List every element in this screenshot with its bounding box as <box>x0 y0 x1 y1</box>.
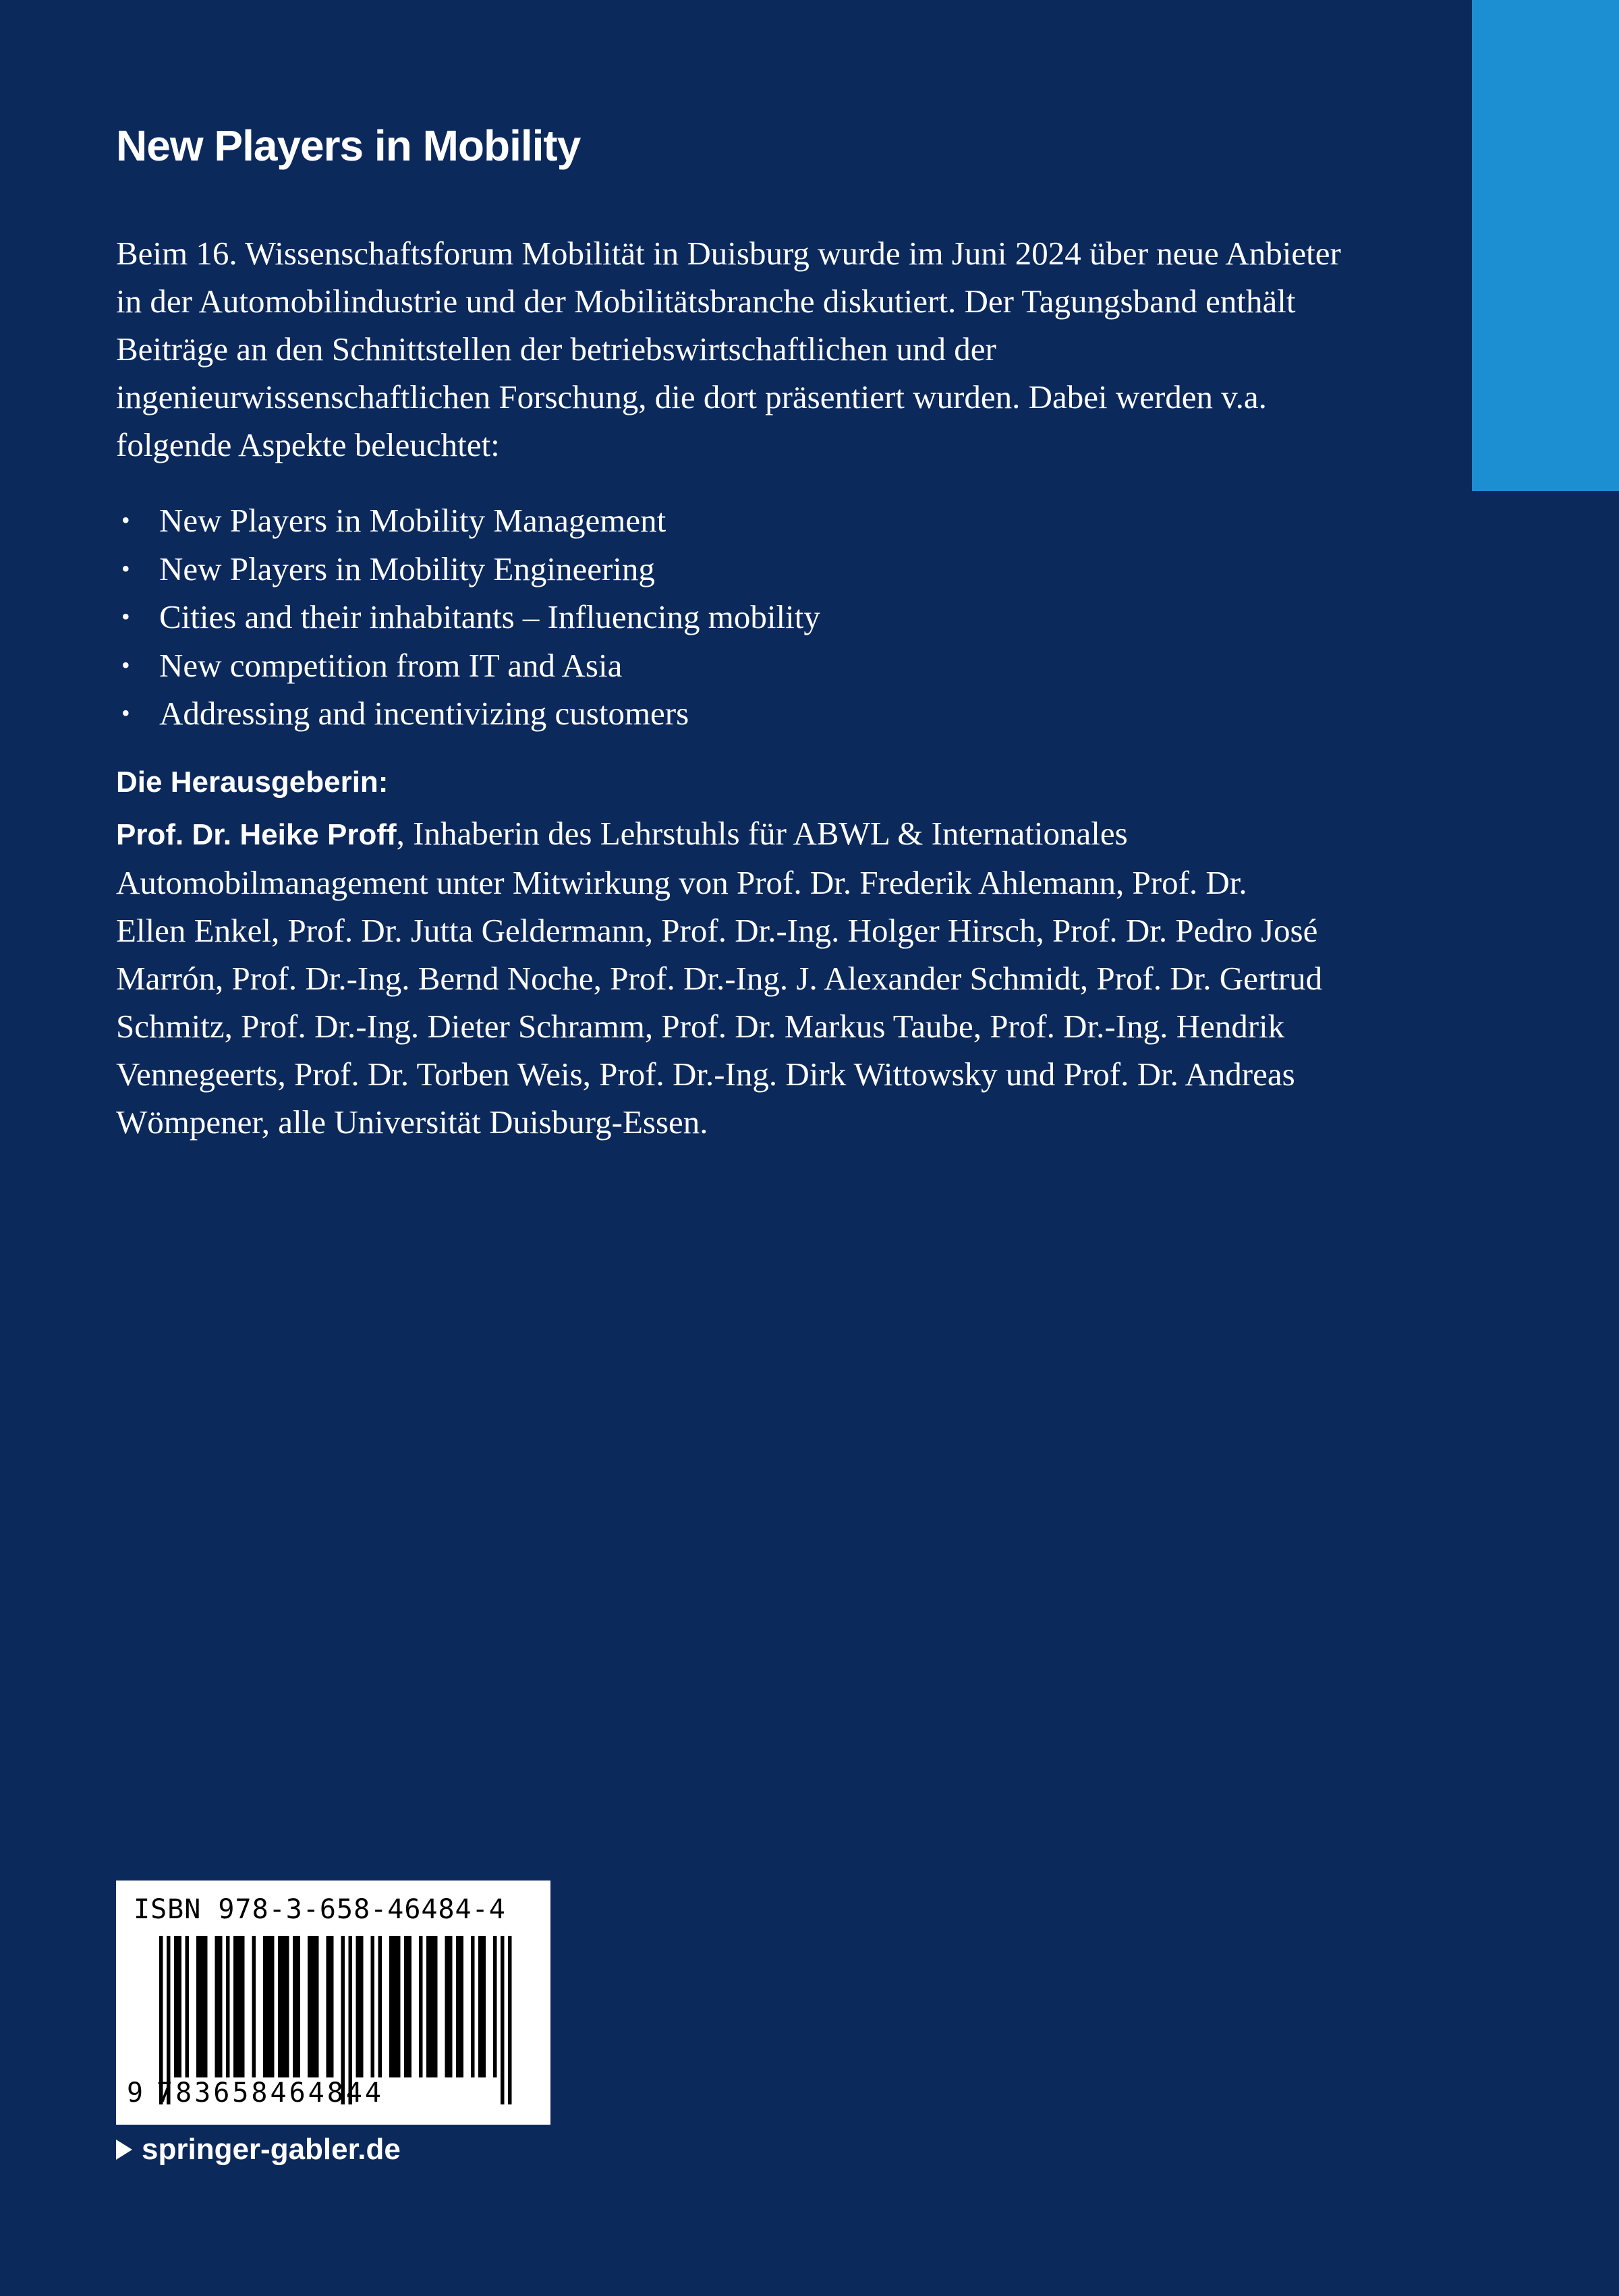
barcode-bar <box>404 1936 411 2077</box>
bullet-icon: • <box>121 554 130 582</box>
barcode-bar <box>356 1936 364 2077</box>
barcode-bar <box>471 1936 475 2077</box>
publisher-url: springer-gabler.de <box>142 2133 401 2166</box>
list-item: • Addressing and incentivizing customers <box>116 689 820 738</box>
barcode-bar <box>278 1936 289 2077</box>
barcode-bar <box>493 1936 497 2077</box>
barcode-bar <box>226 1936 230 2077</box>
book-title: New Players in Mobility <box>116 121 581 170</box>
barcode-bar <box>389 1936 401 2077</box>
list-item: • Cities and their inhabitants – Influencing mobility <box>116 593 820 641</box>
publisher-link[interactable] <box>116 2133 401 2166</box>
editor-heading: Die Herausgeberin: <box>116 766 389 799</box>
barcode-bar <box>174 1936 181 2077</box>
arrow-right-icon <box>116 2140 132 2160</box>
barcode-bar <box>445 1936 453 2077</box>
editor-name: Prof. Dr. Heike Proff <box>116 818 397 851</box>
editor-description: , Inhaberin des Lehrstuhls für ABWL & Internationales Automobilmanagement unter Mitwirkung von Prof. Dr. Frederik Ahlemann, Prof. Dr. Ellen Enkel, Prof. Dr. Jutta Geldermann, Prof. Dr.-Ing. Holger Hirsch, Prof. Dr. Pedro José Marrón, Prof. Dr.-Ing. Bernd Noche, Prof. Dr.-Ing. J. Alexander Schmidt, Prof. Dr. Gertrud Schmitz, Prof. Dr.-Ing. Dieter Schramm, Prof. Dr. Markus Taube, Prof. Dr.-Ing. Hendrik Vennegeerts, Prof. Dr. Torben Weis, Prof. Dr.-Ing. Dirk Wittowsky und Prof. Dr. Andreas Wömpener, alle Universität Duisburg-Essen. <box>116 815 1323 1141</box>
barcode-bar <box>419 1936 423 2077</box>
barcode-bar <box>326 1936 334 2077</box>
barcode-bar <box>233 1936 245 2077</box>
bullet-icon: • <box>121 699 130 726</box>
list-item: • New competition from IT and Asia <box>116 641 820 690</box>
barcode-first-digit: 9 <box>127 2077 144 2108</box>
bullet-icon: • <box>121 651 130 679</box>
aspects-list <box>116 496 820 738</box>
intro-paragraph: Beim 16. Wissenschaftsforum Mobilität in Duisburg wurde im Juni 2024 über neue Anbieter in der Automobilindustrie und der Mobilitätsbranche diskutiert. Der Tagungsband enthält Beiträge an den Schnittstellen der betriebswirtschaftlichen und der ingenieurwissenschaftlichen Forschung, die dort präsentiert wurden. Dabei werden v.a. folgende Aspekte beleuchtet: <box>116 235 1341 463</box>
isbn-label: ISBN 978-3-658-46484-4 <box>134 1894 506 1925</box>
accent-tab <box>1472 0 1619 491</box>
barcode-bar <box>252 1936 256 2077</box>
list-item: • New Players in Mobility Engineering <box>116 545 820 594</box>
barcode-bar <box>293 1936 300 2077</box>
bullet-icon: • <box>121 603 130 630</box>
isbn-barcode-box <box>116 1881 550 2125</box>
barcode-bar <box>456 1936 463 2077</box>
barcode-bar <box>426 1936 438 2077</box>
list-item: • New Players in Mobility Management <box>116 496 820 545</box>
barcode-bar <box>478 1936 486 2077</box>
bullet-icon: • <box>121 507 130 534</box>
barcode-bar <box>263 1936 275 2077</box>
barcode-bar <box>308 1936 319 2077</box>
barcode-digits: 783658464844 <box>157 2077 384 2108</box>
barcode-bar <box>378 1936 382 2077</box>
barcode-bar <box>215 1936 223 2077</box>
editor-paragraph <box>116 809 1324 1146</box>
barcode-bar <box>196 1936 208 2077</box>
barcode-bar <box>371 1936 375 2077</box>
barcode-bar <box>186 1936 190 2077</box>
